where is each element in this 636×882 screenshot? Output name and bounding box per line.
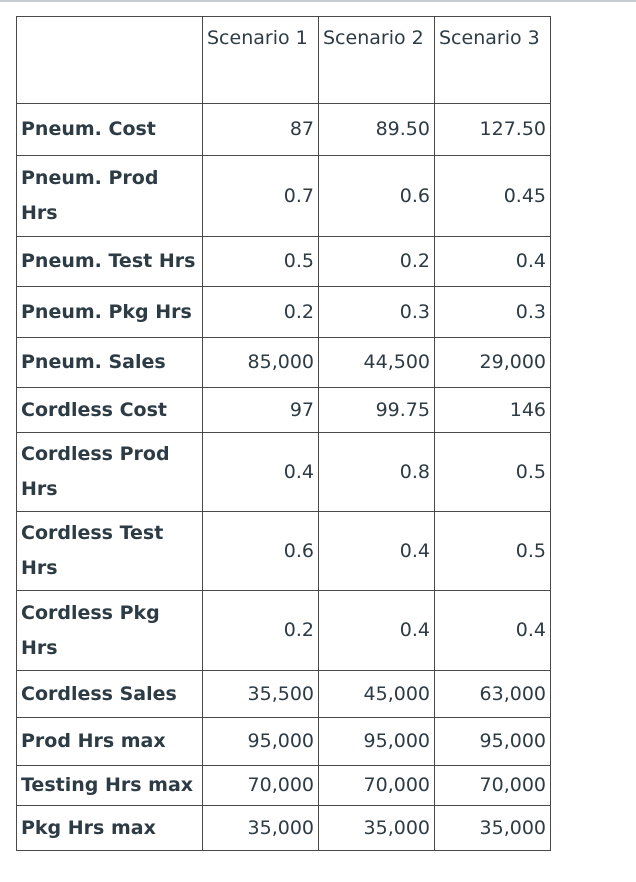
table-row: [17, 388, 551, 433]
cell-value: 0.4: [319, 591, 435, 671]
row-label: Prod Hrs max: [17, 718, 203, 766]
cell-value: 0.4: [435, 591, 551, 671]
header-row: [17, 17, 551, 104]
cell-value: 0.45: [435, 156, 551, 237]
cell-value: 0.2: [203, 591, 319, 671]
row-label: Cordless Test Hrs: [17, 512, 203, 591]
header-scenario-3: Scenario 3: [435, 17, 551, 104]
cell-value: 0.7: [203, 156, 319, 237]
cell-value: 146: [435, 388, 551, 433]
row-label: Pneum. Sales: [17, 338, 203, 388]
cell-value: 0.8: [319, 433, 435, 512]
cell-value: 44,500: [319, 338, 435, 388]
top-divider: [0, 0, 636, 2]
row-label: Cordless Pkg Hrs: [17, 591, 203, 671]
row-label: Testing Hrs max: [17, 766, 203, 806]
row-label: Cordless Cost: [17, 388, 203, 433]
cell-value: 35,500: [203, 671, 319, 718]
cell-value: 0.4: [319, 512, 435, 591]
header-scenario-2: Scenario 2: [319, 17, 435, 104]
scenario-table: [16, 16, 551, 851]
cell-value: 35,000: [203, 806, 319, 851]
table-row: [17, 104, 551, 156]
cell-value: 99.75: [319, 388, 435, 433]
table-row: [17, 766, 551, 806]
cell-value: 0.3: [319, 287, 435, 338]
cell-value: 127.50: [435, 104, 551, 156]
cell-value: 0.6: [319, 156, 435, 237]
cell-value: 0.5: [435, 433, 551, 512]
row-label: Cordless Sales: [17, 671, 203, 718]
cell-value: 89.50: [319, 104, 435, 156]
table-row: [17, 237, 551, 287]
cell-value: 70,000: [435, 766, 551, 806]
table-row: [17, 338, 551, 388]
table-row: [17, 671, 551, 718]
cell-value: 95,000: [203, 718, 319, 766]
cell-value: 45,000: [319, 671, 435, 718]
table-row: [17, 718, 551, 766]
cell-value: 63,000: [435, 671, 551, 718]
cell-value: 0.4: [203, 433, 319, 512]
row-label: Pneum. Pkg Hrs: [17, 287, 203, 338]
cell-value: 0.5: [435, 512, 551, 591]
cell-value: 35,000: [435, 806, 551, 851]
cell-value: 97: [203, 388, 319, 433]
table-row: [17, 512, 551, 591]
table-row: [17, 156, 551, 237]
table-row: [17, 287, 551, 338]
table-row: [17, 433, 551, 512]
cell-value: 70,000: [203, 766, 319, 806]
table-row: [17, 591, 551, 671]
cell-value: 0.6: [203, 512, 319, 591]
cell-value: 95,000: [435, 718, 551, 766]
row-label: Pneum. Test Hrs: [17, 237, 203, 287]
cell-value: 0.3: [435, 287, 551, 338]
cell-value: 0.4: [435, 237, 551, 287]
row-label: Cordless Prod Hrs: [17, 433, 203, 512]
cell-value: 0.2: [319, 237, 435, 287]
cell-value: 70,000: [319, 766, 435, 806]
cell-value: 0.2: [203, 287, 319, 338]
cell-value: 85,000: [203, 338, 319, 388]
table-row: [17, 806, 551, 851]
cell-value: 35,000: [319, 806, 435, 851]
cell-value: 29,000: [435, 338, 551, 388]
cell-value: 87: [203, 104, 319, 156]
row-label: Pneum. Cost: [17, 104, 203, 156]
row-label: Pneum. Prod Hrs: [17, 156, 203, 237]
header-empty: [17, 17, 203, 104]
header-scenario-1: Scenario 1: [203, 17, 319, 104]
cell-value: 95,000: [319, 718, 435, 766]
row-label: Pkg Hrs max: [17, 806, 203, 851]
cell-value: 0.5: [203, 237, 319, 287]
